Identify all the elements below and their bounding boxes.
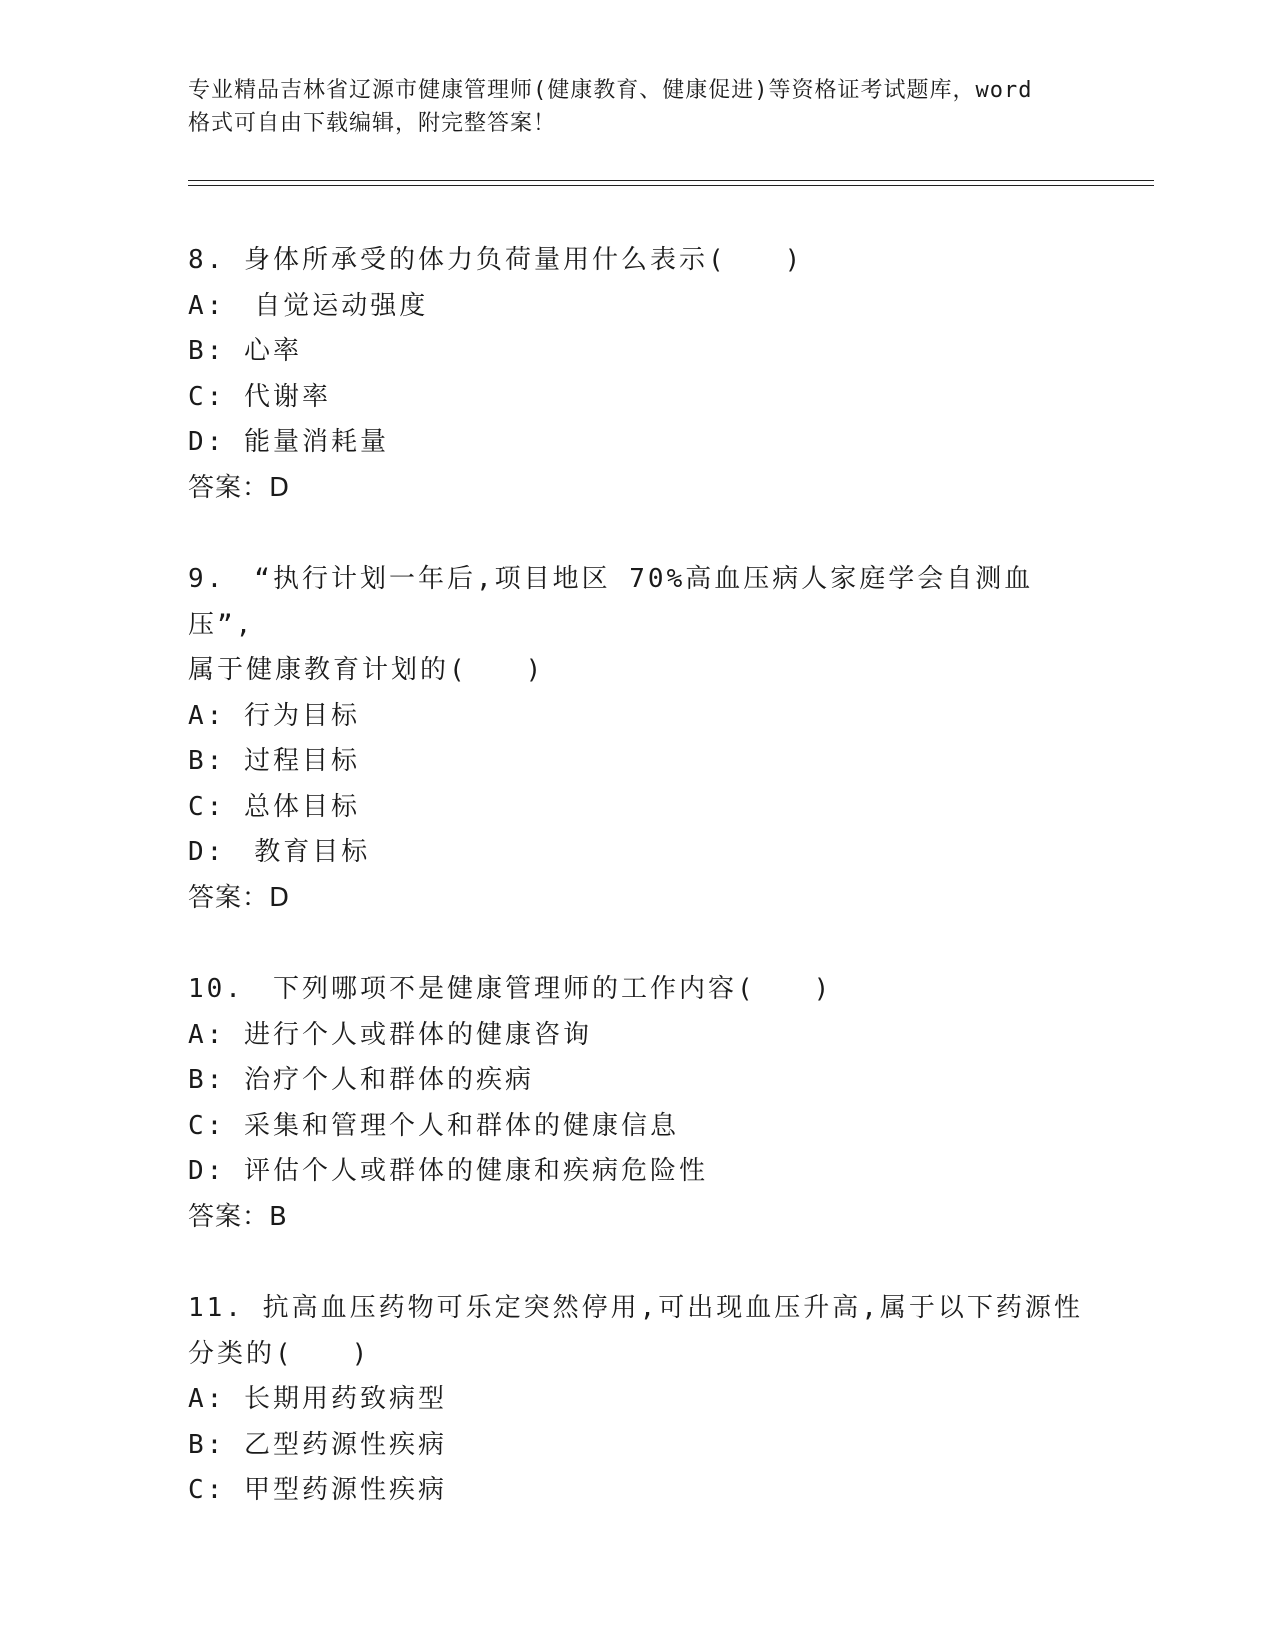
header-line-2: 格式可自由下载编辑，附完整答案！ (188, 111, 557, 136)
option-c: C: 代谢率 (188, 381, 331, 412)
answer-label: 答案：D (188, 472, 291, 503)
question-text (188, 238, 1088, 284)
option-a: A: 长期用药致病型 (188, 1384, 447, 1414)
question-text-line: 11. 抗高血压药物可乐定突然停用,可出现血压升高,属于以下药源性 (188, 1293, 1083, 1323)
question-text (188, 967, 1088, 1013)
question-text-line: 10. 下列哪项不是健康管理师的工作内容( ) (188, 974, 833, 1004)
option-d: D: 能量消耗量 (188, 427, 389, 457)
question-text-line: 9. “执行计划一年后,项目地区 70%高血压病人家庭学会自测血压”, (188, 564, 1034, 640)
option-b: B: 过程目标 (188, 746, 360, 776)
question-8 (188, 238, 1088, 511)
option-a: A: 行为目标 (188, 700, 360, 731)
answer-label: 答案：D (188, 882, 291, 913)
header-line-1: 专业精品吉林省辽源市健康管理师(健康教育、健康促进)等资格证考试题库，word (188, 78, 1033, 103)
option-b: B: 心率 (188, 336, 302, 366)
option-d: D: 教育目标 (188, 837, 371, 867)
option-b: B: 治疗个人和群体的疾病 (188, 1065, 534, 1095)
question-list (188, 238, 1088, 1560)
question-10 (188, 967, 1088, 1240)
question-text-line: 8. 身体所承受的体力负荷量用什么表示( ) (188, 245, 804, 275)
option-a: A: 自觉运动强度 (188, 290, 429, 321)
question-text-line: 分类的( ) (188, 1338, 371, 1369)
answer-label: 答案：B (188, 1201, 288, 1232)
option-b: B: 乙型药源性疾病 (188, 1429, 447, 1460)
option-d: D: 评估个人或群体的健康和疾病危险性 (188, 1156, 708, 1186)
option-a: A: 进行个人或群体的健康咨询 (188, 1019, 592, 1050)
option-c: C: 甲型药源性疾病 (188, 1475, 447, 1505)
document-header (188, 74, 1088, 140)
header-divider-top (188, 180, 1154, 181)
option-c: C: 采集和管理个人和群体的健康信息 (188, 1110, 679, 1141)
option-c: C: 总体目标 (188, 791, 360, 822)
header-divider-bottom (188, 185, 1154, 186)
question-11 (188, 1286, 1088, 1514)
question-text (188, 1286, 1088, 1377)
question-text (188, 557, 1088, 694)
question-text-line: 属于健康教育计划的( ) (188, 655, 545, 685)
question-9 (188, 557, 1088, 921)
